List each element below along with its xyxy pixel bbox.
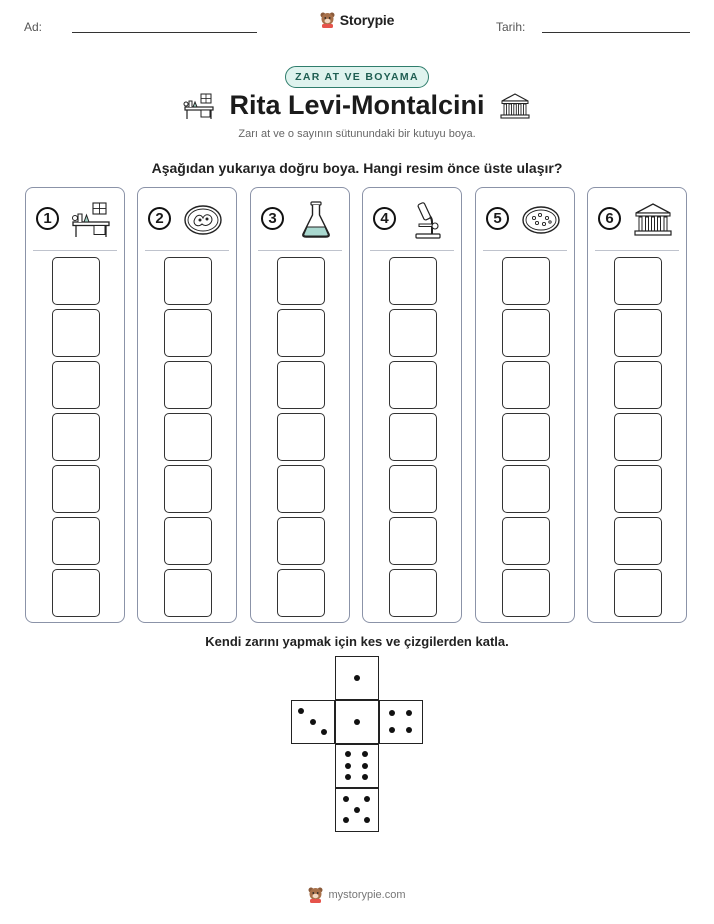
name-label: Ad: — [24, 20, 43, 34]
color-box[interactable] — [389, 517, 437, 565]
column-divider — [483, 250, 567, 251]
dice-face-right — [379, 700, 423, 744]
dice-face-top — [335, 656, 379, 700]
column-number: 4 — [373, 207, 396, 230]
color-box[interactable] — [502, 413, 550, 461]
bear-mascot-icon — [320, 12, 335, 28]
color-box[interactable] — [52, 465, 100, 513]
color-box[interactable] — [502, 361, 550, 409]
color-box[interactable] — [277, 569, 325, 617]
dice-pip — [389, 710, 395, 716]
color-box[interactable] — [389, 257, 437, 305]
dice-face-bottom — [335, 788, 379, 832]
subtitle: Zarı at ve o sayının sütunundaki bir kutuyu boya. — [238, 128, 476, 140]
column-header — [251, 188, 349, 250]
column-5 — [475, 187, 575, 623]
lab-desk-icon — [71, 200, 111, 240]
color-box[interactable] — [52, 309, 100, 357]
dice-pip — [343, 817, 349, 823]
dice-pip — [343, 796, 349, 802]
color-box[interactable] — [614, 569, 662, 617]
column-1 — [25, 187, 125, 623]
column-header — [363, 188, 461, 250]
color-box[interactable] — [389, 361, 437, 409]
column-number: 1 — [36, 207, 59, 230]
page-title: Rita Levi-Montalcini — [229, 90, 485, 120]
color-box[interactable] — [389, 309, 437, 357]
color-box[interactable] — [389, 569, 437, 617]
university-building-icon — [499, 92, 531, 120]
column-divider — [595, 250, 679, 251]
color-box[interactable] — [164, 257, 212, 305]
dice-face-center — [335, 700, 379, 744]
dice-pip — [364, 796, 370, 802]
column-6 — [587, 187, 687, 623]
bear-mascot-icon — [308, 887, 323, 903]
dice-pip — [406, 727, 412, 733]
petri-dish-icon — [521, 200, 561, 240]
brand-logo — [0, 12, 714, 28]
date-line[interactable] — [542, 32, 690, 33]
color-box[interactable] — [502, 257, 550, 305]
color-box[interactable] — [277, 413, 325, 461]
title-row — [0, 90, 714, 121]
color-box[interactable] — [52, 413, 100, 461]
date-label: Tarih: — [496, 20, 526, 34]
column-divider — [370, 250, 454, 251]
dice-face-below-center — [335, 744, 379, 788]
column-header — [476, 188, 574, 250]
color-box[interactable] — [277, 309, 325, 357]
dice-pip — [354, 675, 360, 681]
color-box[interactable] — [52, 569, 100, 617]
color-box[interactable] — [389, 465, 437, 513]
color-box[interactable] — [614, 361, 662, 409]
name-line[interactable] — [72, 32, 257, 33]
dice-face-left — [291, 700, 335, 744]
column-2 — [137, 187, 237, 623]
color-box[interactable] — [164, 465, 212, 513]
cell-dish-icon — [183, 200, 223, 240]
color-box[interactable] — [502, 569, 550, 617]
dice-pip — [354, 807, 360, 813]
column-number: 6 — [598, 207, 621, 230]
color-box[interactable] — [614, 309, 662, 357]
color-box[interactable] — [277, 257, 325, 305]
dice-pip — [364, 817, 370, 823]
color-box[interactable] — [52, 517, 100, 565]
column-divider — [258, 250, 342, 251]
color-box[interactable] — [277, 517, 325, 565]
lab-desk-icon — [183, 92, 215, 120]
column-divider — [145, 250, 229, 251]
dice-pip — [406, 710, 412, 716]
color-box[interactable] — [614, 465, 662, 513]
color-box[interactable] — [164, 361, 212, 409]
column-number: 5 — [486, 207, 509, 230]
color-box[interactable] — [52, 257, 100, 305]
dice-pip — [345, 751, 351, 757]
color-box[interactable] — [164, 569, 212, 617]
color-box[interactable] — [164, 517, 212, 565]
column-divider — [33, 250, 117, 251]
color-box[interactable] — [164, 413, 212, 461]
column-number: 3 — [261, 207, 284, 230]
color-box[interactable] — [502, 309, 550, 357]
flask-icon — [296, 200, 336, 240]
badge-wrap — [0, 66, 714, 88]
color-box[interactable] — [277, 361, 325, 409]
color-box[interactable] — [52, 361, 100, 409]
column-number: 2 — [148, 207, 171, 230]
university-building-icon — [633, 200, 673, 240]
color-box[interactable] — [614, 517, 662, 565]
column-header — [138, 188, 236, 250]
color-box[interactable] — [502, 517, 550, 565]
microscope-icon — [408, 200, 448, 240]
color-box[interactable] — [277, 465, 325, 513]
instruction: Aşağıdan yukarıya doğru boya. Hangi resim önce üste ulaşır? — [151, 160, 563, 176]
footer — [0, 887, 714, 903]
dice-pip — [310, 719, 316, 725]
dice-pip — [321, 729, 327, 735]
dice-pip — [354, 719, 360, 725]
color-box[interactable] — [389, 413, 437, 461]
color-box[interactable] — [614, 257, 662, 305]
color-box[interactable] — [614, 413, 662, 461]
activity-badge: ZAR AT VE BOYAMA — [285, 66, 429, 88]
color-box[interactable] — [502, 465, 550, 513]
footer-url: mystorypie.com — [328, 889, 406, 901]
dice-pip — [345, 763, 351, 769]
cut-instruction: Kendi zarını yapmak için kes ve çizgilerden katla. — [205, 634, 509, 649]
dice-pip — [362, 774, 368, 780]
column-header — [26, 188, 124, 250]
dice-pip — [389, 727, 395, 733]
brand-name: Storypie — [339, 12, 395, 28]
column-3 — [250, 187, 350, 623]
column-header — [588, 188, 686, 250]
column-4 — [362, 187, 462, 623]
color-box[interactable] — [164, 309, 212, 357]
dice-pip — [345, 774, 351, 780]
dice-pip — [362, 763, 368, 769]
dice-pip — [362, 751, 368, 757]
dice-pip — [298, 708, 304, 714]
